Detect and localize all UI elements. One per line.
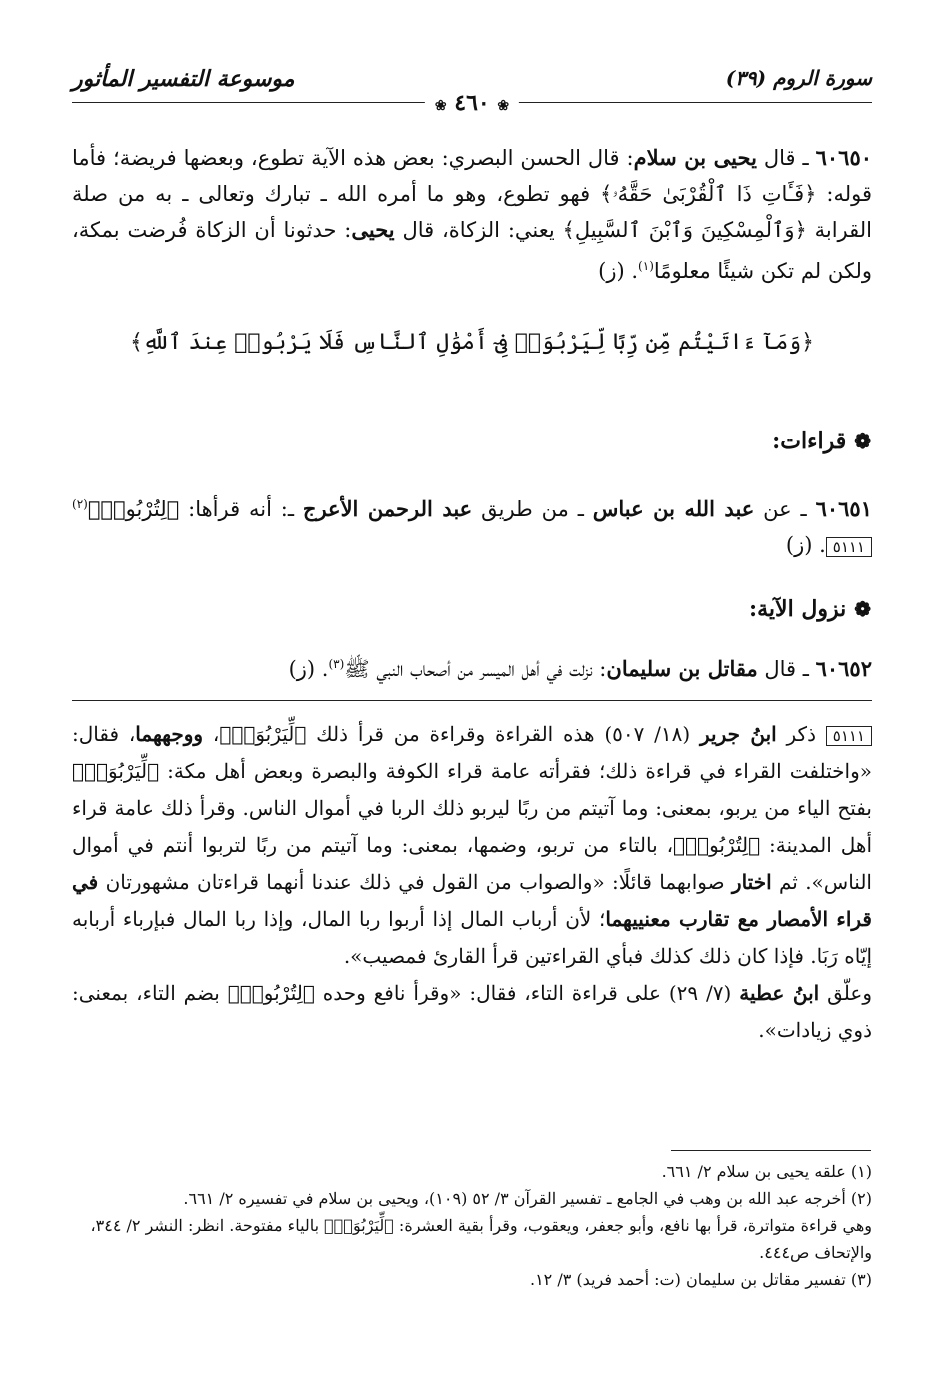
footnotes xyxy=(72,1158,872,1293)
footnote-divider xyxy=(671,1150,871,1151)
book-title: موسوعة التفسير المأثور xyxy=(72,66,295,92)
text: ـ: أنه قرأها: ﴿لِتُرْبُوا۟﴾ xyxy=(87,497,303,521)
text: : نزلت في أهل الميسر من أصحاب النبي ﷺ xyxy=(344,657,607,681)
narrator-name: يحيى xyxy=(351,217,395,242)
narrator-name: عبد الرحمن الأعرج xyxy=(302,496,473,521)
report-number: ٦٠٦٥٠ xyxy=(815,145,873,170)
text: : قال الحسن البصري: بعض هذه الآية تطوع، وبعضها فريضة؛ فأما قوله: ﴿فَـَٔاتِ ذَا ٱلْقُرْبَىٰ حَقَّهُۥ﴾ فهو تطوع، وهو ما أمره الله ـ تبارك وتعالى ـ به من صلة القرابة ﴿وَٱلْمِسْكِينَ وَٱبْنَ ٱلسَّبِيلِ﴾ يعني: الزكاة، قال xyxy=(72,146,872,242)
commentary-block xyxy=(72,716,872,1049)
quran-verse: ﴿وَمَآ ءَاتَيْتُم مِّن رِّبًا لِّيَرْبُوَا۟ فِىٓ أَمْوَٰلِ ٱلنَّاسِ فَلَا يَرْبُوا۟ عِندَ ٱللَّهِ﴾ xyxy=(129,330,815,355)
commentary-paragraph xyxy=(72,716,872,975)
source-tag: . (ز) xyxy=(288,657,329,681)
report-number: ٦٠٦٥٢ xyxy=(815,656,872,681)
text: ذكر xyxy=(776,722,826,746)
heading-label: قراءات: xyxy=(772,428,847,454)
narrator-name: يحيى بن سلام xyxy=(633,145,757,170)
surah-title: سورة الروم (٣٩) xyxy=(725,66,872,90)
text: : حدثونا أن الزكاة فُرضت بمكة، ولكن لم تكن شيئًا معلومًا xyxy=(72,218,872,283)
text: (٧/ ٢٩) على قراءة التاء، فقال: «وقرأ نافع وحده ﴿لِتُرْبُوا۟﴾ بضم التاء، بمعنى: ذوي زيادات». xyxy=(72,981,872,1042)
heading-label: نزول الآية: xyxy=(749,596,847,622)
footnote: (١) علقه يحيى بن سلام ٢/ ٦٦١. xyxy=(661,1162,872,1181)
page-number: ٤٦٠ xyxy=(454,90,490,116)
scholar-name: ابنُ عطية xyxy=(739,981,820,1005)
heading-revelation xyxy=(749,596,871,622)
text: ـ قال xyxy=(756,146,816,170)
commentary-paragraph xyxy=(72,975,872,1049)
text: (١٨/ ٥٠٧) هذه القراءة وقراءة من قرأ ذلك ﴿لِّيَرْبُوَا۟﴾، xyxy=(203,722,700,746)
emphasis: ووجههما xyxy=(135,722,204,746)
source-tag: . (ز) xyxy=(598,259,639,283)
footnote-ref: (٢) xyxy=(72,497,88,511)
heading-readings xyxy=(772,428,871,454)
footnote-ref: (١) xyxy=(638,259,654,273)
text: ، فقال: «واختلفت القراء في قراءة ذلك؛ فقرأته عامة قراء الكوفة والبصرة وبعض أهل مكة: ﴿لِّيَرْبُوَا۟﴾ بفتح الياء من يربو، بمعنى: وما آتيتم من ربًا ليربو ذلك الربا في أموال الناس. وقرأ ذلك عامة قراء أهل المدينة: ﴿لِتُرْبُوا۟﴾، بالتاء من تربو، وضمها، بمعنى: وما آتيتم من ربًا لتربوا أنتم في أموال الناس». ثم xyxy=(72,722,872,894)
footnote: وهي قراءة متواترة، قرأ بها نافع، وأبو جعفر، ويعقوب، وقرأ بقية العشرة: ﴿لِّيَرْبُوَا۟﴾ بالياء مفتوحة. انظر: النشر ٢/ ٣٤٤، والإتحاف ص٤٤٤. xyxy=(90,1216,872,1262)
narrator-name: عبد الله بن عباس xyxy=(592,496,755,521)
flower-icon: ❁ xyxy=(854,597,871,621)
footnote: (٣) تفسير مقاتل بن سليمان (ت: أحمد فريد) ٣/ ١٢. xyxy=(529,1270,872,1289)
report-number: ٦٠٦٥١ xyxy=(815,496,872,521)
ornament-left-icon: ❀ xyxy=(434,98,447,114)
footnote: (٢) أخرجه عبد الله بن وهب في الجامع ـ تفسير القرآن ٣/ ٥٢ (١٠٩)، ويحيى بن سلام في تفسيره ٢/ ٦٦١. xyxy=(183,1189,872,1208)
footnote-ref: (٣) xyxy=(328,657,345,671)
page-number-group xyxy=(425,90,519,116)
text: وعلّق xyxy=(819,981,872,1005)
text: صوابهما قائلًا: «والصواب من القول في ذلك عندنا أنهما قراءتان مشهورتان xyxy=(98,870,732,894)
text: ؛ لأن أرباب المال إذا أربوا ربا المال، وإذا ربا المال فبإرباء أربابه إيّاه رَبَا. فإذا كان ذلك كذلك فبأي القراءتين قرأ القارئ فمصيب». xyxy=(72,907,872,968)
commentary-box-number: ٥١١١ xyxy=(826,726,872,746)
section-divider xyxy=(72,700,872,701)
source-tag: . (ز) xyxy=(785,533,826,557)
ornament-right-icon: ❀ xyxy=(497,98,510,114)
text: ـ عن xyxy=(754,497,816,521)
page-header xyxy=(72,62,872,118)
text: ـ قال xyxy=(757,657,816,681)
commentary-box-ref: ٥١١١ xyxy=(826,537,872,557)
paragraph-60651 xyxy=(72,486,872,563)
emphasis: اختار xyxy=(731,870,772,894)
scholar-name: ابنُ جرير xyxy=(699,722,777,746)
paragraph-60650 xyxy=(72,140,872,289)
paragraph-60652 xyxy=(72,646,872,687)
emphasis: في قراء الأمصار مع تقارب معنييهما xyxy=(72,870,872,931)
text: ـ من طريق xyxy=(472,497,593,521)
narrator-name: مقاتل بن سليمان xyxy=(606,656,758,681)
flower-icon: ❁ xyxy=(854,429,871,453)
